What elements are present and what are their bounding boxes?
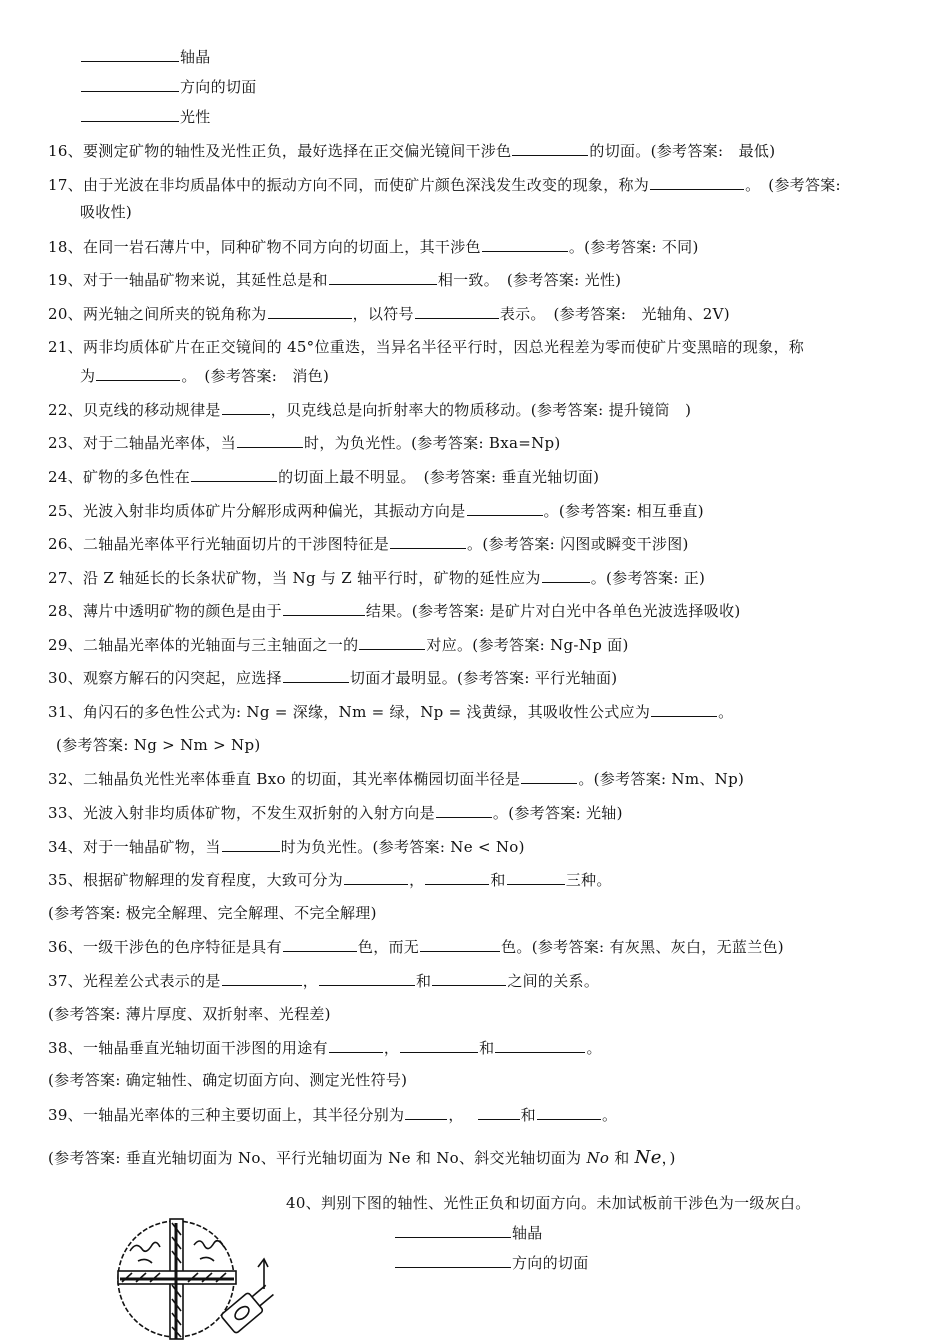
answer-blank[interactable] (478, 1104, 520, 1120)
answer-blank[interactable] (436, 802, 492, 818)
question-28: 28、薄片中透明矿物的颜色是由于 结果。(参考答案: 是矿片对白光中各单色光波选择吸收) (48, 602, 741, 620)
answer-blank[interactable] (283, 667, 349, 683)
question-26: 26、二轴晶光率体平行光轴面切片的干涉图特征是 。(参考答案: 闪图或瞬变干涉图) (48, 535, 689, 553)
question-17: 17、由于光波在非均质晶体中的振动方向不同，而使矿片颜色深浅发生改变的现象，称为 。 (参考答案: (48, 176, 841, 194)
answer-blank[interactable] (521, 768, 577, 784)
arrow-icon (258, 1259, 268, 1267)
question-21-cont: 为 。 (参考答案: 消色) (80, 367, 330, 385)
quadrant-mark-upper-right (194, 1241, 224, 1249)
answer-blank[interactable] (329, 1037, 383, 1053)
answer-blank[interactable] (96, 365, 180, 381)
question-19: 19、对于一轴晶矿物来说，其延性总是和 相一致。 (参考答案: 光性) (48, 271, 622, 289)
answer-blank[interactable] (650, 174, 744, 190)
answer-blank[interactable] (81, 46, 179, 62)
answer-blank[interactable] (329, 269, 437, 285)
question-35-answer: (参考答案: 极完全解理、完全解理、不完全解理) (48, 904, 377, 922)
answer-blank[interactable] (405, 1104, 447, 1120)
question-31-answer: (参考答案: Ng > Nm > Np) (56, 736, 261, 754)
question-40-blank-direction: 方向的切面 (394, 1252, 589, 1273)
answer-blank[interactable] (222, 836, 280, 852)
answer-blank[interactable] (344, 869, 408, 885)
question-40: 40、判别下图的轴性、光性正负和切面方向。未加试板前干涉色为一级灰白。 (286, 1194, 811, 1212)
accessory-plate-icon (220, 1281, 277, 1334)
question-31: 31、角闪石的多色性公式为: Ng = 深缘，Nm = 绿，Np = 浅黄绿，其吸收性公式应为 。 (48, 703, 734, 721)
answer-blank[interactable] (283, 936, 357, 952)
question-27: 27、沿 Z 轴延长的长条状矿物，当 Ng 与 Z 轴平行时，矿物的延性应为 。(参考答案: 正) (48, 569, 706, 587)
answer-blank[interactable] (651, 701, 717, 717)
fill-line-axis: 轴晶 (80, 46, 211, 67)
answer-blank[interactable] (81, 106, 179, 122)
question-32: 32、二轴晶负光性光率体垂直 Bxo 的切面，其光率体椭园切面半径是 。(参考答案: Nm、Np) (48, 770, 745, 788)
answer-blank[interactable] (222, 970, 302, 986)
answer-blank[interactable] (395, 1252, 511, 1268)
answer-blank[interactable] (495, 1037, 585, 1053)
question-20: 20、两光轴之间所夹的锐角称为 ，以符号 表示。 (参考答案: 光轴角、2V) (48, 305, 730, 323)
answer-blank[interactable] (432, 970, 506, 986)
question-40-blank-axis: 轴晶 (394, 1222, 543, 1243)
answer-blank[interactable] (467, 500, 543, 516)
answer-blank[interactable] (191, 466, 277, 482)
question-24: 24、矿物的多色性在 的切面上最不明显。 (参考答案: 垂直光轴切面) (48, 468, 600, 486)
question-39-answer: (参考答案: 垂直光轴切面为 No、平行光轴切面为 Ne 和 No、斜交光轴切面为 No 和 Ne，) (48, 1147, 676, 1168)
question-21: 21、两非均质体矿片在正交镜间的 45°位重迭，当异名半径平行时，因总光程差为零而使矿片变黑暗的现象，称 (48, 338, 805, 356)
question-34: 34、对于一轴晶矿物，当 时为负光性。(参考答案: Ne < No) (48, 838, 525, 856)
answer-blank[interactable] (390, 533, 466, 549)
question-35: 35、根据矿物解理的发育程度，大致可分为 ， 和 三种。 (48, 871, 612, 889)
answer-blank[interactable] (425, 869, 489, 885)
answer-blank[interactable] (512, 140, 588, 156)
question-16: 16、要测定矿物的轴性及光性正负，最好选择在正交偏光镜间干涉色 的切面。(参考答案: 最低) (48, 142, 776, 160)
question-30: 30、观察方解石的闪突起，应选择 切面才最明显。(参考答案: 平行光轴面) (48, 669, 618, 687)
question-38-answer: (参考答案: 确定轴性、确定切面方向、测定光性符号) (48, 1071, 408, 1089)
answer-blank[interactable] (395, 1222, 511, 1238)
answer-blank[interactable] (237, 432, 303, 448)
quadrant-mark-upper-left (130, 1242, 160, 1251)
answer-blank[interactable] (359, 634, 425, 650)
answer-blank[interactable] (222, 399, 270, 415)
question-38: 38、一轴晶垂直光轴切面干涉图的用途有 ， 和 。 (48, 1039, 602, 1057)
question-29: 29、二轴晶光率体的光轴面与三主轴面之一的 对应。(参考答案: Ng-Np 面) (48, 636, 629, 654)
question-37-answer: (参考答案: 薄片厚度、双折射率、光程差) (48, 1005, 331, 1023)
question-22: 22、贝克线的移动规律是 ，贝克线总是向折射率大的物质移动。(参考答案: 提升镜筒 ) (48, 401, 692, 419)
question-23: 23、对于二轴晶光率体，当 时，为负光性。(参考答案: Bxa=Np) (48, 434, 561, 452)
question-37: 37、光程差公式表示的是 ， 和 之间的关系。 (48, 972, 600, 990)
fill-line-optic: 光性 (80, 106, 211, 127)
answer-blank[interactable] (542, 567, 590, 583)
answer-blank[interactable] (482, 236, 568, 252)
question-25: 25、光波入射非均质体矿片分解形成两种偏光，其振动方向是 。(参考答案: 相互垂直) (48, 502, 704, 520)
question-39: 39、一轴晶光率体的三种主要切面上，其半径分别为 ， 和 。 (48, 1106, 618, 1124)
question-17-cont: 吸收性) (80, 203, 133, 221)
question-18: 18、在同一岩石薄片中，同种矿物不同方向的切面上，其干涉色 。(参考答案: 不同) (48, 238, 699, 256)
answer-blank[interactable] (415, 303, 499, 319)
answer-blank[interactable] (420, 936, 500, 952)
answer-blank[interactable] (400, 1037, 478, 1053)
answer-blank[interactable] (507, 869, 565, 885)
answer-blank[interactable] (319, 970, 415, 986)
question-33: 33、光波入射非均质体矿物，不发生双折射的入射方向是 。(参考答案: 光轴) (48, 804, 623, 822)
interference-figure-diagram (108, 1193, 288, 1344)
question-36: 36、一级干涉色的色序特征是具有 色，而无 色。(参考答案: 有灰黑、灰白，无蓝兰色) (48, 938, 784, 956)
answer-blank[interactable] (537, 1104, 601, 1120)
answer-blank[interactable] (268, 303, 352, 319)
fill-line-direction: 方向的切面 (80, 76, 257, 97)
answer-blank[interactable] (81, 76, 179, 92)
answer-blank[interactable] (283, 600, 365, 616)
